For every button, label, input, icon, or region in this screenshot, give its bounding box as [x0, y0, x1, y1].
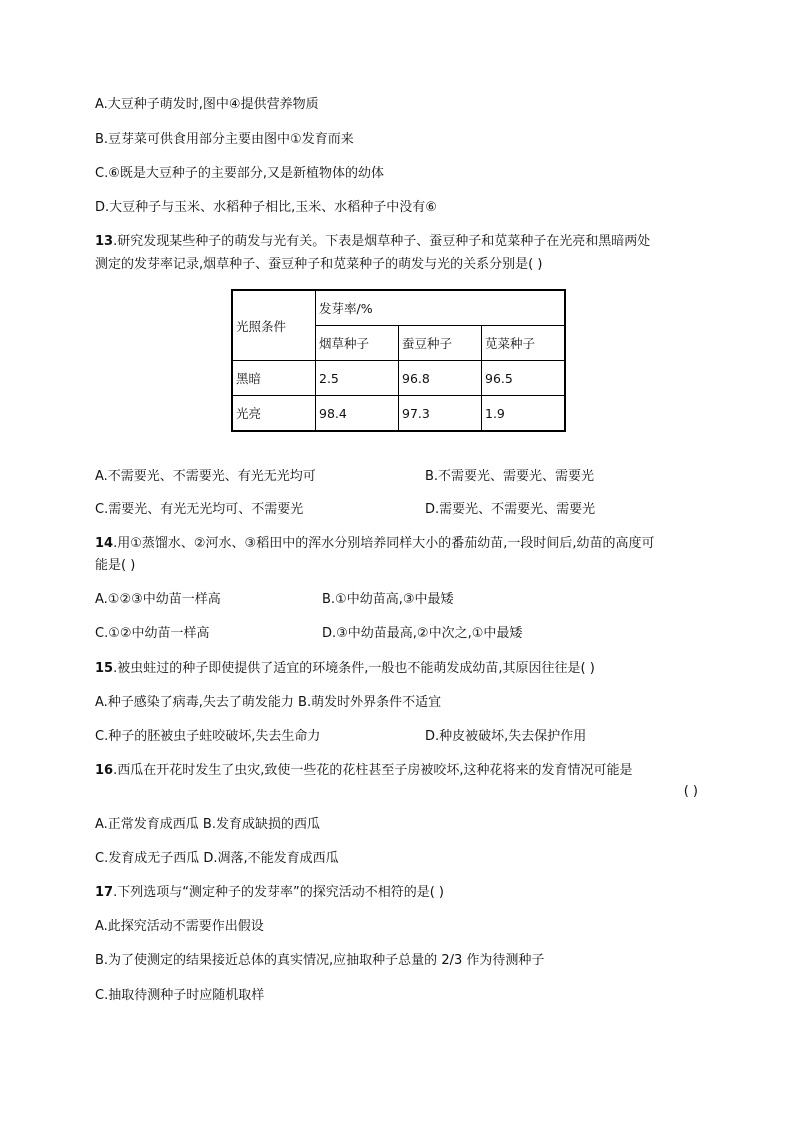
table-cell: 96.5 [482, 361, 566, 396]
table-header-light: 光照条件 [232, 290, 316, 361]
table-cell: 98.4 [316, 396, 399, 432]
table-row [232, 361, 565, 396]
q13-stem-line2: 测定的发芽率记录,烟草种子、蚕豆种子和苋菜种子的萌发与光的关系分别是( ) [95, 257, 543, 272]
table-cell: 97.3 [399, 396, 482, 432]
q17-option-a: A.此探究活动不需要作出假设 [95, 919, 264, 934]
q17-stem [95, 884, 444, 902]
q16-answer-paren: ( ) [683, 784, 698, 799]
q16-option-cd: C.发育成无子西瓜 D.凋落,不能发育成西瓜 [95, 851, 339, 866]
q14-option-d: D.③中幼苗最高,②中次之,①中最矮 [322, 626, 523, 641]
q13-stem-text: .研究发现某些种子的萌发与光有关。下表是烟草种子、蚕豆种子和苋菜种子在光亮和黑暗两处 [113, 234, 651, 249]
germination-table [231, 289, 566, 432]
q16-option-ab: A.正常发育成西瓜 B.发育成缺损的西瓜 [95, 817, 320, 832]
q12-option-b: B.豆芽菜可供食用部分主要由图中①发育而来 [95, 132, 354, 147]
table-row-label: 光亮 [232, 396, 316, 432]
q16-stem-text: .西瓜在开花时发生了虫灾,致使一些花的花柱甚至子房被咬坏,这种花将来的发育情况可能是 [113, 763, 633, 778]
q15-stem [95, 660, 595, 678]
q14-option-c: C.①②中幼苗一样高 [95, 626, 210, 641]
q15-option-ab: A.种子感染了病毒,失去了萌发能力 B.萌发时外界条件不适宜 [95, 695, 442, 710]
q17-stem-text: .下列选项与“测定种子的发芽率”的探究活动不相符的是( ) [113, 885, 444, 900]
q13-option-c: C.需要光、有光无光均可、不需要光 [95, 502, 304, 517]
table-col-broadbean: 蚕豆种子 [399, 326, 482, 361]
q14-stem-line1 [95, 535, 654, 553]
table-header-rate: 发芽率/% [316, 290, 566, 326]
q12-option-c: C.⑥既是大豆种子的主要部分,又是新植物体的幼体 [95, 166, 384, 181]
table-col-amaranth: 苋菜种子 [482, 326, 566, 361]
q15-option-d: D.种皮被破坏,失去保护作用 [425, 729, 587, 744]
table-cell: 1.9 [482, 396, 566, 432]
table-col-tobacco: 烟草种子 [316, 326, 399, 361]
q13-number: 13 [95, 234, 114, 249]
table-cell: 96.8 [399, 361, 482, 396]
table-row [232, 396, 565, 432]
q14-option-b: B.①中幼苗高,③中最矮 [322, 592, 454, 607]
q17-number: 17 [95, 885, 114, 900]
q17-option-c: C.抽取待测种子时应随机取样 [95, 988, 265, 1003]
q14-stem-line2: 能是( ) [95, 558, 136, 573]
q15-option-c: C.种子的胚被虫子蛀咬破坏,失去生命力 [95, 729, 321, 744]
q14-number: 14 [95, 536, 114, 551]
q15-stem-text: .被虫蛀过的种子即使提供了适宜的环境条件,一般也不能萌发成幼苗,其原因往往是( ) [113, 661, 595, 676]
q13-option-d: D.需要光、不需要光、需要光 [425, 502, 596, 517]
q13-stem-line1 [95, 233, 650, 251]
q13-option-b: B.不需要光、需要光、需要光 [425, 469, 595, 484]
q14-option-a: A.①②③中幼苗一样高 [95, 592, 221, 607]
q13-option-a: A.不需要光、不需要光、有光无光均可 [95, 469, 316, 484]
q12-option-a: A.大豆种子萌发时,图中④提供营养物质 [95, 97, 319, 112]
q16-stem [95, 762, 633, 780]
table-cell: 2.5 [316, 361, 399, 396]
q16-number: 16 [95, 763, 114, 778]
q14-stem-text: .用①蒸馏水、②河水、③稻田中的浑水分别培养同样大小的番茄幼苗,一段时间后,幼苗的高度可 [113, 536, 655, 551]
q15-number: 15 [95, 661, 114, 676]
q12-option-d: D.大豆种子与玉米、水稻种子相比,玉米、水稻种子中没有⑥ [95, 200, 437, 215]
table-row-label: 黑暗 [232, 361, 316, 396]
q17-option-b: B.为了使测定的结果接近总体的真实情况,应抽取种子总量的 2/3 作为待测种子 [95, 953, 545, 968]
